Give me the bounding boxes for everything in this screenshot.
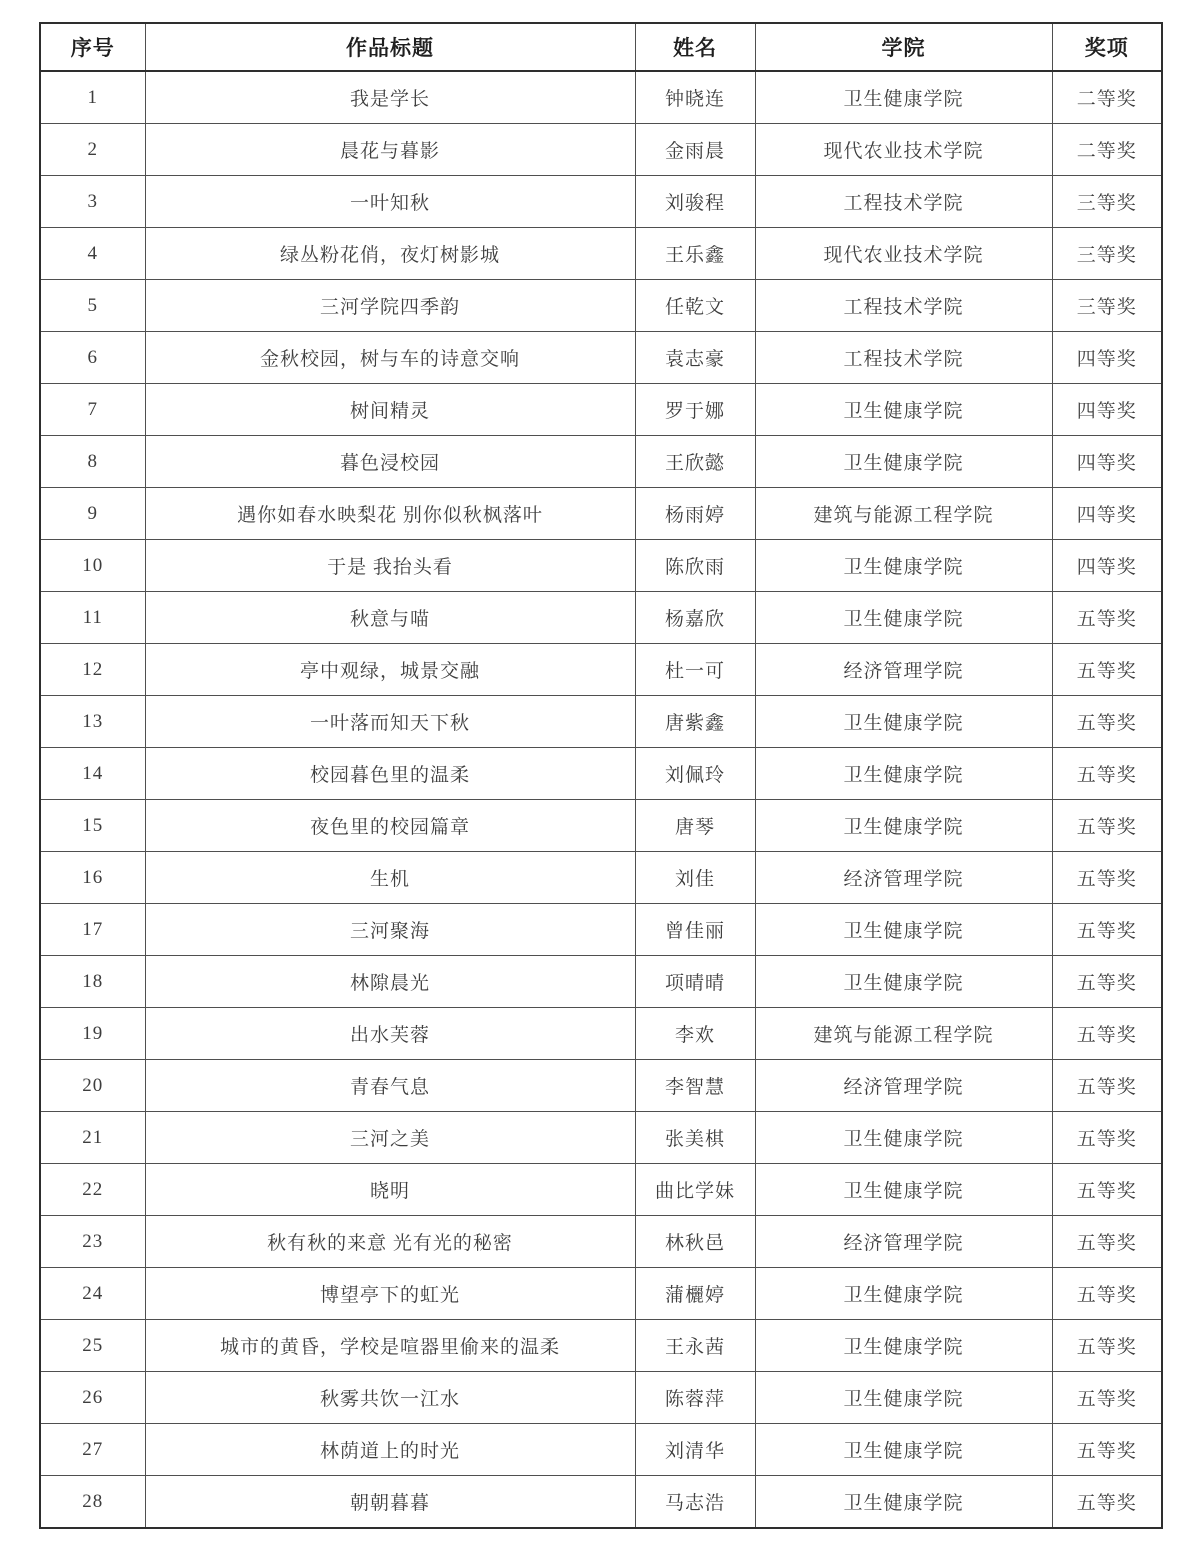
cell-college: 卫生健康学院	[755, 1164, 1052, 1216]
cell-title: 青春气息	[145, 1060, 635, 1112]
cell-award: 二等奖	[1052, 124, 1162, 176]
table-row	[40, 748, 1162, 800]
cell-name: 刘清华	[635, 1424, 755, 1476]
cell-title: 秋雾共饮一江水	[145, 1372, 635, 1424]
cell-title: 一叶知秋	[145, 176, 635, 228]
column-header-title: 作品标题	[145, 23, 635, 71]
cell-number: 28	[40, 1476, 145, 1529]
column-header-award: 奖项	[1052, 23, 1162, 71]
cell-title: 树间精灵	[145, 384, 635, 436]
cell-college: 卫生健康学院	[755, 904, 1052, 956]
cell-name: 唐琴	[635, 800, 755, 852]
cell-name: 杨嘉欣	[635, 592, 755, 644]
cell-name: 蒲欐婷	[635, 1268, 755, 1320]
cell-title: 生机	[145, 852, 635, 904]
cell-number: 8	[40, 436, 145, 488]
cell-college: 经济管理学院	[755, 852, 1052, 904]
cell-number: 11	[40, 592, 145, 644]
column-header-college: 学院	[755, 23, 1052, 71]
cell-number: 3	[40, 176, 145, 228]
cell-name: 刘佳	[635, 852, 755, 904]
cell-name: 李智慧	[635, 1060, 755, 1112]
cell-title: 秋有秋的来意 光有光的秘密	[145, 1216, 635, 1268]
table-row	[40, 800, 1162, 852]
cell-name: 王欣懿	[635, 436, 755, 488]
cell-award: 五等奖	[1052, 1164, 1162, 1216]
cell-number: 17	[40, 904, 145, 956]
cell-award: 五等奖	[1052, 1476, 1162, 1529]
table-row	[40, 436, 1162, 488]
table-row	[40, 384, 1162, 436]
cell-college: 工程技术学院	[755, 332, 1052, 384]
cell-college: 经济管理学院	[755, 1060, 1052, 1112]
cell-name: 项晴晴	[635, 956, 755, 1008]
cell-award: 五等奖	[1052, 696, 1162, 748]
cell-title: 出水芙蓉	[145, 1008, 635, 1060]
table-row	[40, 1372, 1162, 1424]
cell-college: 卫生健康学院	[755, 384, 1052, 436]
cell-title: 城市的黄昏，学校是喧器里偷来的温柔	[145, 1320, 635, 1372]
cell-name: 杨雨婷	[635, 488, 755, 540]
cell-title: 晨花与暮影	[145, 124, 635, 176]
cell-title: 三河之美	[145, 1112, 635, 1164]
table-header-row	[40, 23, 1162, 71]
cell-award: 五等奖	[1052, 956, 1162, 1008]
cell-title: 晓明	[145, 1164, 635, 1216]
table-row	[40, 1164, 1162, 1216]
cell-number: 16	[40, 852, 145, 904]
cell-number: 24	[40, 1268, 145, 1320]
cell-number: 27	[40, 1424, 145, 1476]
cell-college: 卫生健康学院	[755, 436, 1052, 488]
cell-number: 20	[40, 1060, 145, 1112]
cell-title: 朝朝暮暮	[145, 1476, 635, 1529]
cell-award: 五等奖	[1052, 1372, 1162, 1424]
cell-number: 14	[40, 748, 145, 800]
cell-number: 19	[40, 1008, 145, 1060]
cell-title: 金秋校园，树与车的诗意交响	[145, 332, 635, 384]
cell-college: 卫生健康学院	[755, 1112, 1052, 1164]
table-row	[40, 852, 1162, 904]
cell-award: 四等奖	[1052, 488, 1162, 540]
cell-title: 夜色里的校园篇章	[145, 800, 635, 852]
table-row	[40, 1112, 1162, 1164]
table-row	[40, 1268, 1162, 1320]
cell-college: 卫生健康学院	[755, 1320, 1052, 1372]
column-header-name: 姓名	[635, 23, 755, 71]
cell-college: 工程技术学院	[755, 176, 1052, 228]
cell-award: 四等奖	[1052, 332, 1162, 384]
cell-college: 卫生健康学院	[755, 696, 1052, 748]
cell-number: 1	[40, 71, 145, 124]
cell-name: 袁志豪	[635, 332, 755, 384]
cell-name: 曾佳丽	[635, 904, 755, 956]
cell-title: 三河聚海	[145, 904, 635, 956]
cell-college: 卫生健康学院	[755, 956, 1052, 1008]
cell-number: 23	[40, 1216, 145, 1268]
cell-award: 五等奖	[1052, 644, 1162, 696]
cell-number: 5	[40, 280, 145, 332]
cell-award: 二等奖	[1052, 71, 1162, 124]
cell-award: 五等奖	[1052, 1424, 1162, 1476]
table-row	[40, 1320, 1162, 1372]
cell-college: 卫生健康学院	[755, 1268, 1052, 1320]
cell-college: 工程技术学院	[755, 280, 1052, 332]
cell-award: 四等奖	[1052, 436, 1162, 488]
cell-name: 刘佩玲	[635, 748, 755, 800]
cell-title: 我是学长	[145, 71, 635, 124]
table-row	[40, 228, 1162, 280]
cell-name: 马志浩	[635, 1476, 755, 1529]
cell-number: 9	[40, 488, 145, 540]
cell-number: 2	[40, 124, 145, 176]
cell-name: 任乾文	[635, 280, 755, 332]
cell-award: 五等奖	[1052, 800, 1162, 852]
cell-number: 21	[40, 1112, 145, 1164]
cell-award: 三等奖	[1052, 176, 1162, 228]
cell-number: 4	[40, 228, 145, 280]
table-row	[40, 332, 1162, 384]
cell-number: 7	[40, 384, 145, 436]
table-row	[40, 1008, 1162, 1060]
cell-title: 林隙晨光	[145, 956, 635, 1008]
table-row	[40, 592, 1162, 644]
cell-number: 26	[40, 1372, 145, 1424]
cell-college: 现代农业技术学院	[755, 228, 1052, 280]
cell-title: 亭中观绿，城景交融	[145, 644, 635, 696]
cell-award: 五等奖	[1052, 1216, 1162, 1268]
award-results-table	[39, 22, 1163, 1529]
table-row	[40, 488, 1162, 540]
cell-college: 卫生健康学院	[755, 71, 1052, 124]
cell-award: 五等奖	[1052, 748, 1162, 800]
cell-number: 12	[40, 644, 145, 696]
cell-title: 遇你如春水映梨花 别你似秋枫落叶	[145, 488, 635, 540]
cell-award: 三等奖	[1052, 228, 1162, 280]
cell-title: 林荫道上的时光	[145, 1424, 635, 1476]
cell-title: 校园暮色里的温柔	[145, 748, 635, 800]
cell-award: 五等奖	[1052, 1112, 1162, 1164]
cell-name: 杜一可	[635, 644, 755, 696]
cell-award: 五等奖	[1052, 1008, 1162, 1060]
table-row	[40, 1060, 1162, 1112]
table-row	[40, 280, 1162, 332]
table-row	[40, 1424, 1162, 1476]
cell-award: 五等奖	[1052, 852, 1162, 904]
table-row	[40, 124, 1162, 176]
cell-name: 刘骏程	[635, 176, 755, 228]
cell-college: 现代农业技术学院	[755, 124, 1052, 176]
cell-name: 李欢	[635, 1008, 755, 1060]
table-row	[40, 1476, 1162, 1529]
table-row	[40, 71, 1162, 124]
cell-name: 林秋邑	[635, 1216, 755, 1268]
cell-title: 秋意与喵	[145, 592, 635, 644]
cell-award: 四等奖	[1052, 384, 1162, 436]
cell-award: 五等奖	[1052, 1268, 1162, 1320]
cell-name: 王永茜	[635, 1320, 755, 1372]
cell-title: 三河学院四季韵	[145, 280, 635, 332]
cell-number: 25	[40, 1320, 145, 1372]
cell-name: 唐紫鑫	[635, 696, 755, 748]
cell-title: 于是 我抬头看	[145, 540, 635, 592]
cell-number: 18	[40, 956, 145, 1008]
cell-award: 五等奖	[1052, 1060, 1162, 1112]
cell-number: 13	[40, 696, 145, 748]
cell-college: 建筑与能源工程学院	[755, 488, 1052, 540]
cell-number: 15	[40, 800, 145, 852]
cell-title: 绿丛粉花俏，夜灯树影城	[145, 228, 635, 280]
cell-name: 王乐鑫	[635, 228, 755, 280]
table-row	[40, 696, 1162, 748]
cell-college: 卫生健康学院	[755, 1476, 1052, 1529]
cell-name: 金雨晨	[635, 124, 755, 176]
cell-name: 曲比学妹	[635, 1164, 755, 1216]
cell-college: 经济管理学院	[755, 1216, 1052, 1268]
cell-name: 钟晓连	[635, 71, 755, 124]
cell-name: 陈蓉萍	[635, 1372, 755, 1424]
cell-college: 卫生健康学院	[755, 800, 1052, 852]
cell-number: 22	[40, 1164, 145, 1216]
cell-number: 6	[40, 332, 145, 384]
cell-name: 罗于娜	[635, 384, 755, 436]
cell-college: 卫生健康学院	[755, 592, 1052, 644]
cell-college: 卫生健康学院	[755, 1372, 1052, 1424]
column-header-number: 序号	[40, 23, 145, 71]
cell-college: 经济管理学院	[755, 644, 1052, 696]
cell-award: 五等奖	[1052, 592, 1162, 644]
table-body	[40, 71, 1162, 1528]
cell-college: 卫生健康学院	[755, 748, 1052, 800]
cell-college: 建筑与能源工程学院	[755, 1008, 1052, 1060]
table-row	[40, 904, 1162, 956]
cell-title: 博望亭下的虹光	[145, 1268, 635, 1320]
cell-name: 陈欣雨	[635, 540, 755, 592]
cell-college: 卫生健康学院	[755, 540, 1052, 592]
cell-award: 五等奖	[1052, 1320, 1162, 1372]
table-row	[40, 956, 1162, 1008]
cell-title: 一叶落而知天下秋	[145, 696, 635, 748]
table-row	[40, 540, 1162, 592]
table-row	[40, 644, 1162, 696]
cell-award: 五等奖	[1052, 904, 1162, 956]
cell-number: 10	[40, 540, 145, 592]
cell-college: 卫生健康学院	[755, 1424, 1052, 1476]
table-header	[40, 23, 1162, 71]
table-row	[40, 1216, 1162, 1268]
cell-name: 张美棋	[635, 1112, 755, 1164]
cell-title: 暮色浸校园	[145, 436, 635, 488]
cell-award: 四等奖	[1052, 540, 1162, 592]
table-row	[40, 176, 1162, 228]
cell-award: 三等奖	[1052, 280, 1162, 332]
